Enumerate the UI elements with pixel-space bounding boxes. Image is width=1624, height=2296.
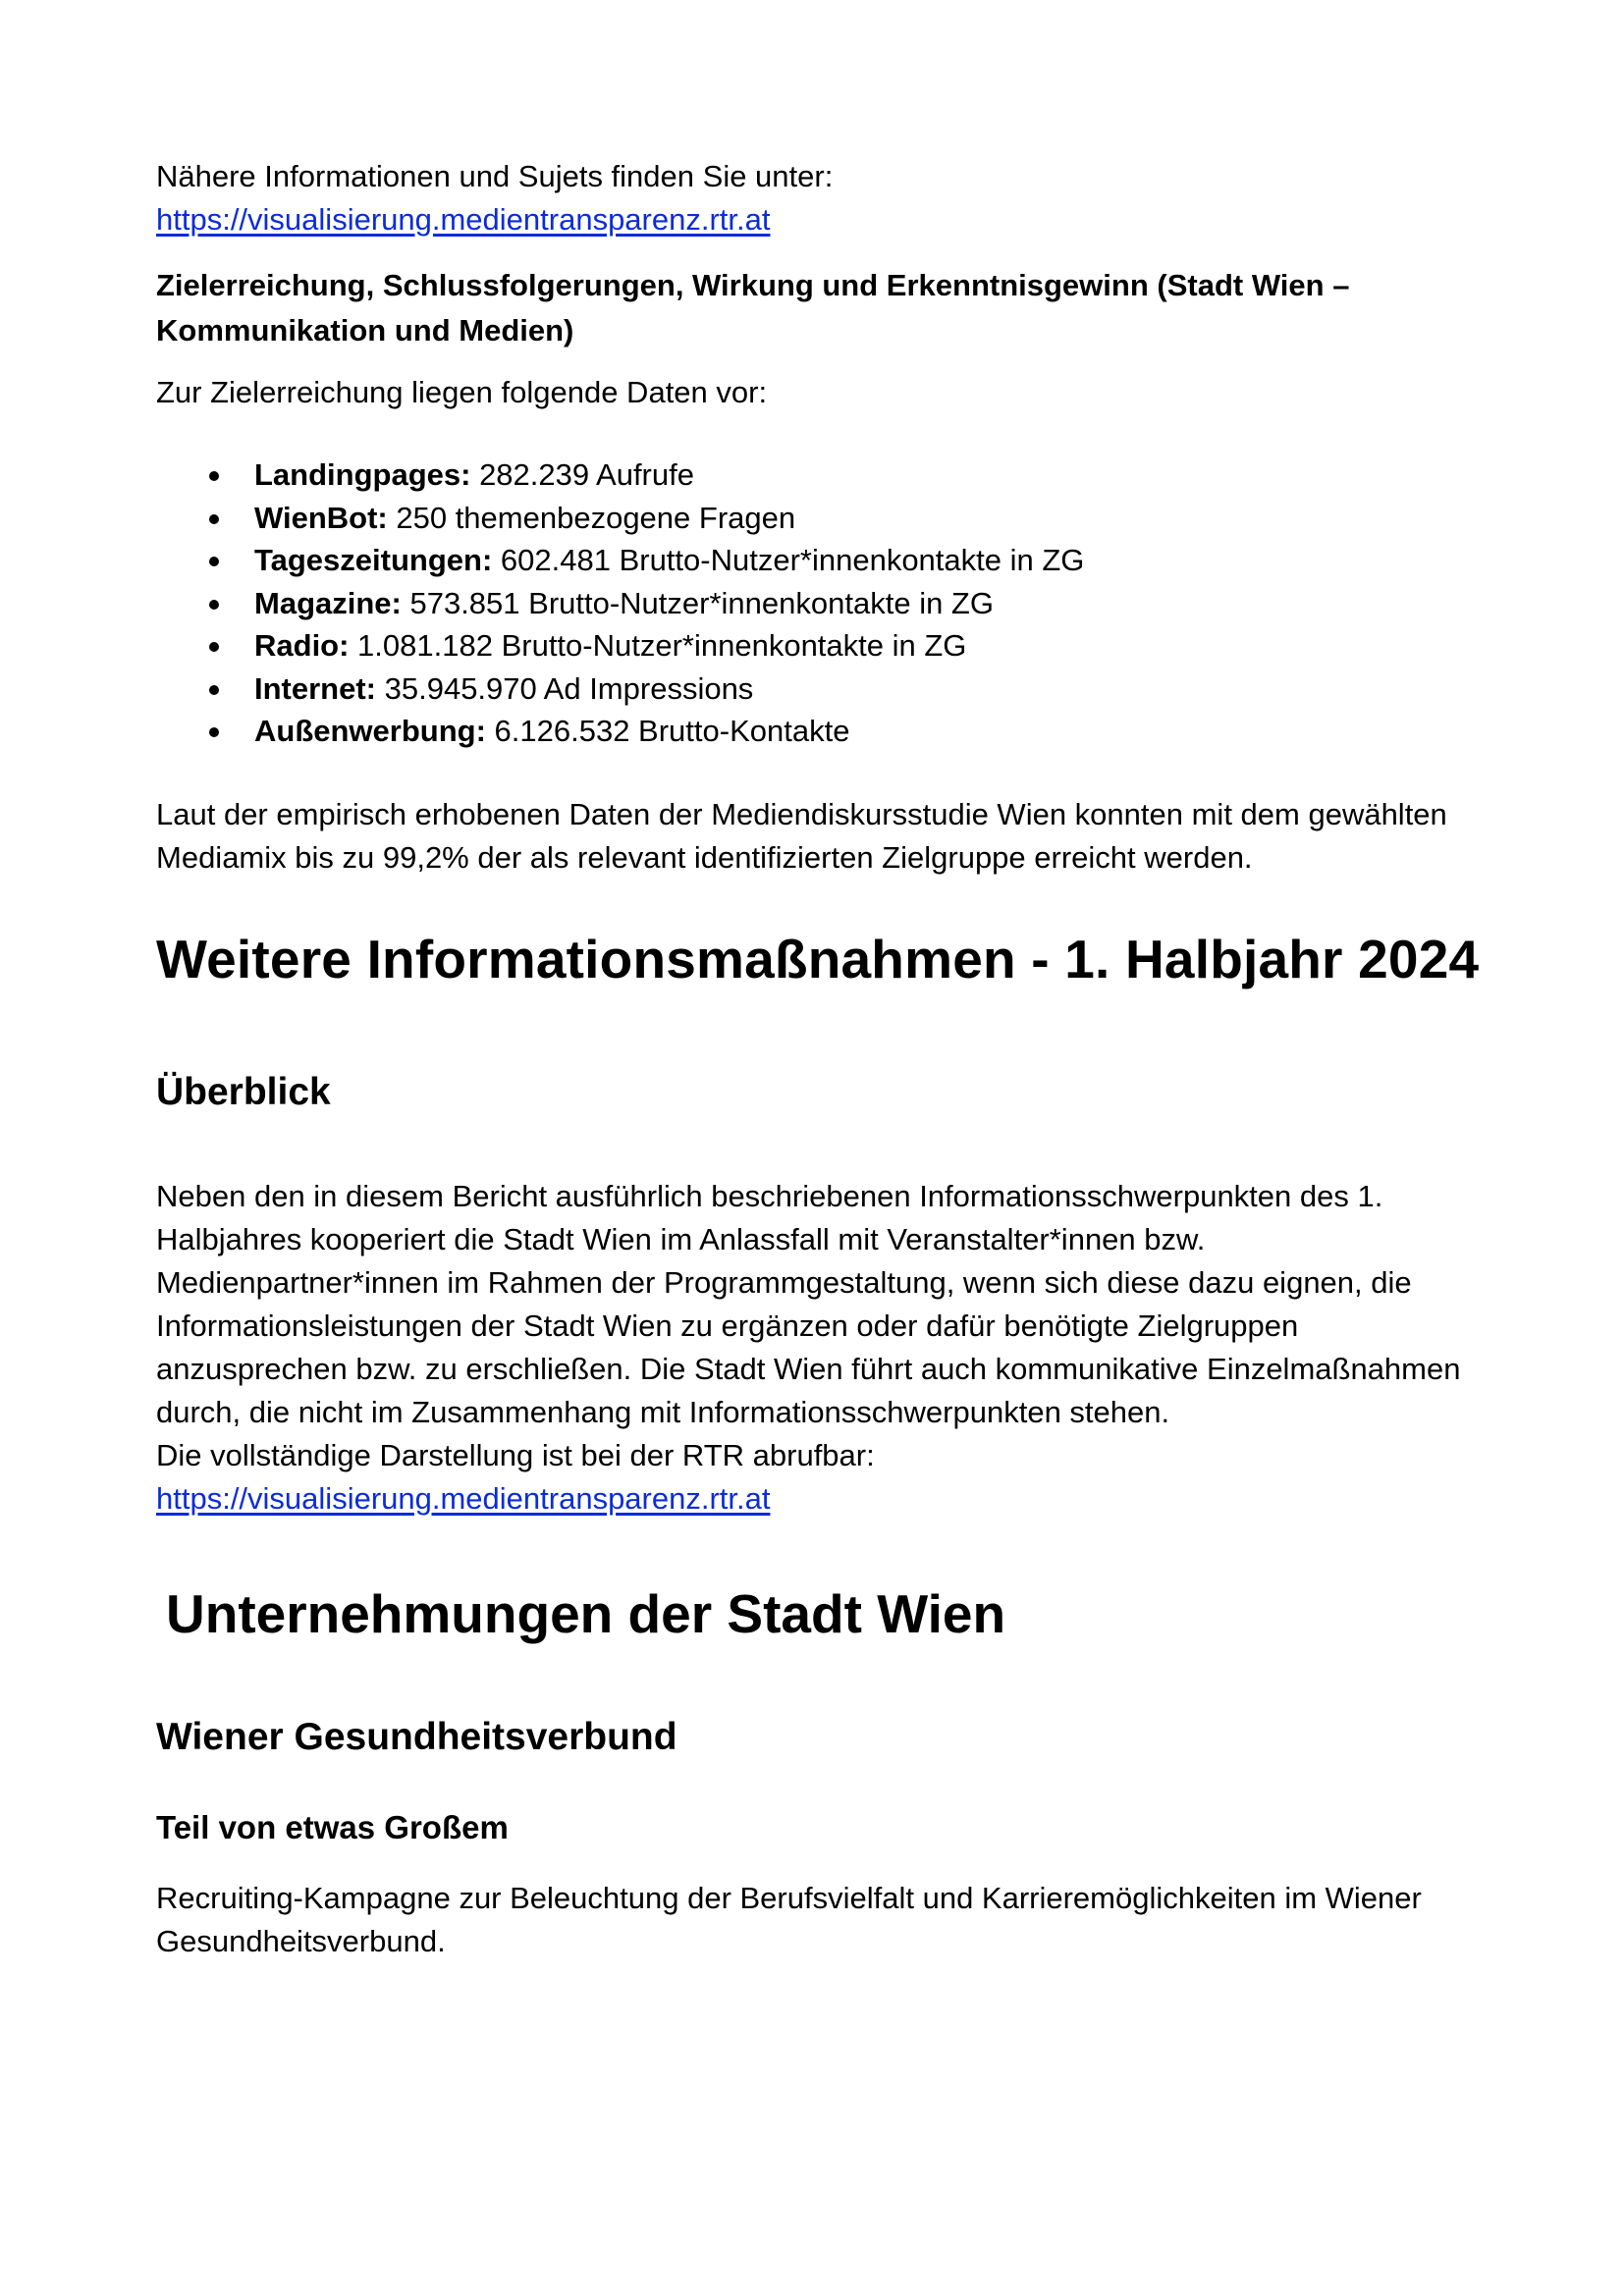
list-item-label: Tageszeitungen: (254, 543, 493, 577)
campaign-title: Teil von etwas Großem (156, 1808, 509, 1845)
list-item (156, 582, 1491, 625)
goal-heading: Zielerreichung, Schlussfolgerungen, Wirkung und Erkenntnisgewinn (Stadt Wien – Kommunikation und Medien) (156, 268, 1350, 347)
bullet-icon (209, 685, 219, 695)
list-item-label: Außenwerbung: (254, 714, 486, 748)
bullet-icon (209, 727, 219, 737)
list-item-value: 1.081.182 Brutto-Nutzer*innenkontakte in ZG (349, 628, 967, 663)
list-item-value: 250 themenbezogene Fragen (387, 500, 796, 535)
overview-heading: Überblick (156, 1070, 331, 1113)
list-item-value: 282.239 Aufrufe (470, 457, 694, 492)
intro-text: Nähere Informationen und Sujets finden Sie unter: (156, 159, 834, 193)
list-item-label: WienBot: (254, 500, 388, 535)
list-item (156, 539, 1491, 582)
goal-data-list (156, 454, 1491, 753)
further-heading: Weitere Informationsmaßnahmen - 1. Halbjahr 2024 (156, 928, 1480, 989)
list-item-value: 573.851 Brutto-Nutzer*innenkontakte in ZG (401, 585, 994, 620)
overview-body: Neben den in diesem Bericht ausführlich beschriebenen Informationsschwerpunkten des 1. Halbjahres kooperiert die Stadt Wien im Anlassfall mit Veranstalter*innen bzw. Medienpartner*innen im Rahmen der Programmgestaltung, wenn sich diese dazu eignen, die Informationsleistungen der Stadt Wien zu ergänzen oder dafür benötigte Zielgruppen anzusprechen bzw. zu erschließen. Die Stadt Wien führt auch kommunikative Einzelmaßnahmen durch, die nicht im Zusammenhang mit Informationsschwerpunkten stehen. (156, 1178, 1461, 1429)
companies-heading: Unternehmungen der Stadt Wien (166, 1582, 1006, 1644)
list-item-value: 35.945.970 Ad Impressions (376, 670, 754, 706)
bullet-icon (209, 514, 219, 524)
bullet-icon (209, 471, 219, 481)
list-item (156, 710, 1491, 753)
intro-block (156, 155, 1491, 241)
rtr-link-2[interactable]: https://visualisierung.medientransparenz.rtr.at (156, 1480, 771, 1516)
list-item-label: Landingpages: (254, 457, 471, 492)
campaign-text: Recruiting-Kampagne zur Beleuchtung der Berufsvielfalt und Karrieremöglichkeiten im Wiener Gesundheitsverbund. (156, 1880, 1422, 1958)
list-item-value: 602.481 Brutto-Nutzer*innenkontakte in ZG (492, 543, 1085, 577)
list-item (156, 667, 1491, 711)
rtr-link[interactable]: https://visualisierung.medientransparenz.rtr.at (156, 202, 771, 237)
goal-lead: Zur Zielerreichung liegen folgende Daten vor: (156, 375, 768, 409)
list-item-label: Magazine: (254, 585, 402, 620)
document-page (156, 155, 1491, 1963)
goal-summary: Laut der empirisch erhobenen Daten der Mediendiskursstudie Wien konnten mit dem gewählten Mediamix bis zu 99,2% der als relevant identifizierten Zielgruppe erreicht werden. (156, 796, 1447, 875)
wgv-heading: Wiener Gesundheitsverbund (156, 1715, 677, 1758)
list-item-value: 6.126.532 Brutto-Kontakte (485, 714, 850, 748)
list-item-label: Internet: (254, 670, 376, 706)
list-item (156, 454, 1491, 497)
list-item (156, 497, 1491, 540)
list-item-label: Radio: (254, 628, 350, 663)
bullet-icon (209, 642, 219, 652)
rtr-text: Die vollständige Darstellung ist bei der RTR abrufbar: (156, 1437, 875, 1472)
bullet-icon (209, 600, 219, 610)
bullet-icon (209, 557, 219, 566)
list-item (156, 624, 1491, 667)
